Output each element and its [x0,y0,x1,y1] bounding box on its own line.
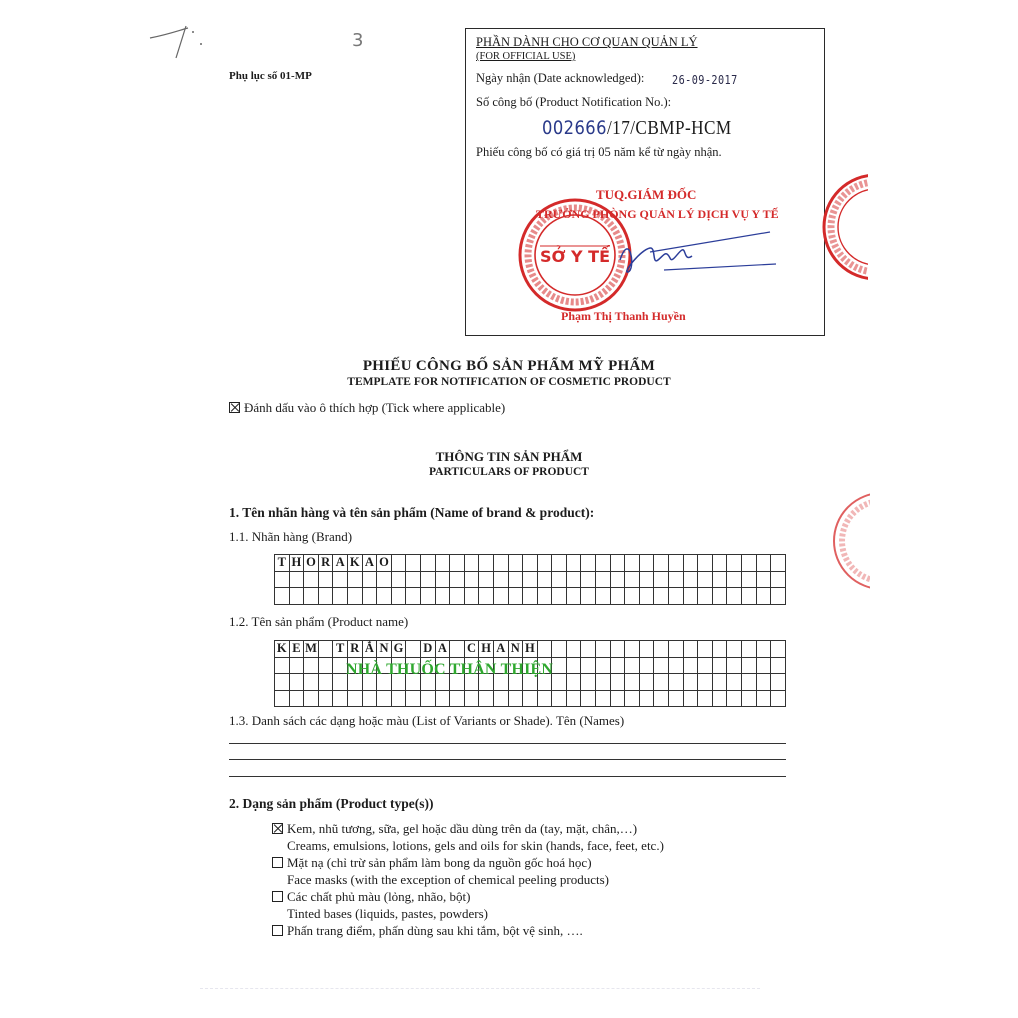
brand-grid-cell [377,588,392,605]
stamp-text: SỞ Y TẾ [539,247,611,266]
product-grid-cell [610,641,625,658]
brand-grid-cell [639,555,654,572]
product-grid-cell [639,657,654,674]
product-grid-row [275,690,786,707]
notification-number-value [542,117,732,140]
product-grid-cell [771,641,786,658]
product-grid-cell [275,674,290,691]
product-grid-cell: T [333,641,348,658]
product-grid-cell [552,690,567,707]
product-grid-cell [742,641,757,658]
brand-grid-cell [537,555,552,572]
brand-grid-cell: R [318,555,333,572]
brand-grid-cell [625,555,640,572]
product-type-vn: Mặt nạ (chỉ trừ sản phẩm làm bong da nguồn gốc hoá học) [287,855,592,870]
product-type-en: Face masks (with the exception of chemical peeling products) [287,872,610,887]
product-type-option[interactable] [272,888,664,905]
notification-number-suffix: /17/CBMP-HCM [606,117,732,139]
brand-grid-cell [552,571,567,588]
brand-grid-cell [654,588,669,605]
product-grid-cell: Ắ [362,641,377,658]
brand-grid-cell [698,588,713,605]
document-title-en: TEMPLATE FOR NOTIFICATION OF COSMETIC PRODUCT [347,376,671,388]
product-grid-cell [406,690,421,707]
product-grid-cell [552,657,567,674]
section1-heading: 1. Tên nhãn hàng và tên sản phẩm (Name of brand & product): [229,505,595,520]
product-grid-cell [435,690,450,707]
brand-grid-cell [639,588,654,605]
product-grid-cell [552,641,567,658]
product-grid-cell [756,657,771,674]
product-grid-cell [683,641,698,658]
brand-grid-cell [464,571,479,588]
product-grid-cell [654,674,669,691]
brand-grid-cell [698,571,713,588]
product-grid-cell [712,641,727,658]
product-grid-cell [581,690,596,707]
product-grid-cell [596,674,611,691]
product-grid-cell [610,657,625,674]
document-title [0,358,1018,388]
brand-grid-cell [566,555,581,572]
brand-grid-cell [581,588,596,605]
brand-grid-cell [596,555,611,572]
brand-grid-cell [669,571,684,588]
brand-grid-cell [318,571,333,588]
brand-grid-cell [771,588,786,605]
brand-grid-cell [420,555,435,572]
product-grid-cell [450,641,465,658]
brand-grid-cell [727,555,742,572]
product-grid-cell [771,674,786,691]
product-type-list [272,820,664,939]
product-grid-cell [727,674,742,691]
product-grid-cell [712,690,727,707]
brand-grid-cell [683,588,698,605]
brand-grid-cell [712,588,727,605]
brand-grid-cell [508,571,523,588]
product-grid-cell [304,657,319,674]
product-grid-cell [596,690,611,707]
product-grid-cell [275,690,290,707]
brand-grid-cell [610,555,625,572]
brand-grid-cell [464,588,479,605]
brand-grid-cell [347,571,362,588]
brand-grid-cell [523,555,538,572]
date-acknowledged-label: Ngày nhận (Date acknowledged): [476,71,645,85]
product-grid-cell [304,674,319,691]
product-grid-cell [727,657,742,674]
brand-grid-cell [698,555,713,572]
product-grid-cell [508,690,523,707]
brand-grid-cell [275,571,290,588]
watermark-text: NHÀ THUỐC THÂN THIỆN [346,661,554,678]
brand-grid-cell [347,588,362,605]
brand-grid-cell: O [304,555,319,572]
product-grid-cell [669,657,684,674]
brand-grid-cell [523,588,538,605]
product-grid-cell [566,641,581,658]
brand-grid-cell [756,571,771,588]
product-grid-cell [756,641,771,658]
brand-grid-cell [479,571,494,588]
particulars-heading-en: PARTICULARS OF PRODUCT [429,466,589,478]
brand-grid-cell [552,555,567,572]
variants-label: 1.3. Danh sách các dạng hoặc màu (List of Variants or Shade). Tên (Names) [229,713,625,728]
brand-label: 1.1. Nhãn hàng (Brand) [229,529,353,544]
brand-grid-row [275,555,786,572]
product-grid-cell [727,641,742,658]
brand-grid-cell [596,571,611,588]
product-grid-cell [493,690,508,707]
brand-grid-cell [479,555,494,572]
product-type-vn: Các chất phủ màu (lỏng, nhão, bột) [287,889,471,904]
product-grid-cell [742,657,757,674]
brand-grid-cell [450,555,465,572]
product-name-label: 1.2. Tên sản phẩm (Product name) [229,614,409,629]
product-grid-cell [362,690,377,707]
product-grid-cell [537,641,552,658]
product-grid-cell: H [479,641,494,658]
variants-line [229,776,786,777]
product-grid-cell [566,674,581,691]
brand-grid-cell [289,571,304,588]
product-grid-cell [377,690,392,707]
brand-grid-cell [435,555,450,572]
brand-grid-cell [654,571,669,588]
brand-grid-cell [275,588,290,605]
product-grid-cell [712,657,727,674]
brand-grid-cell [537,588,552,605]
brand-grid-cell [566,571,581,588]
brand-grid-cell [669,588,684,605]
product-grid-cell [523,690,538,707]
product-grid-cell [756,690,771,707]
product-type-en: Tinted bases (liquids, pastes, powders) [287,906,489,921]
product-grid-cell [639,674,654,691]
partial-stamp-right-lower [830,488,870,594]
product-grid-cell [756,674,771,691]
product-grid-row [275,641,786,658]
brand-grid-cell [610,571,625,588]
brand-grid-cell [581,571,596,588]
product-grid-cell [391,690,406,707]
checked-box-icon [229,402,240,413]
brand-grid-cell [464,555,479,572]
product-type-vn: Kem, nhũ tương, sữa, gel hoặc dầu dùng trên da (tay, mặt, chân,…) [287,821,638,836]
brand-grid-cell [508,588,523,605]
brand-grid-cell [596,588,611,605]
brand-grid-cell: T [275,555,290,572]
product-grid-cell [610,690,625,707]
product-grid-cell [596,641,611,658]
product-grid-cell [669,641,684,658]
brand-grid-cell [333,571,348,588]
brand-grid-cell [727,571,742,588]
document-title-vn: PHIẾU CÔNG BỐ SẢN PHẨM MỸ PHẨM [362,358,656,374]
brand-grid-cell [435,588,450,605]
product-grid-cell [333,690,348,707]
official-use-subtitle: (FOR OFFICIAL USE) [476,51,576,62]
particulars-heading-vn: THÔNG TIN SẢN PHẨM [435,449,583,464]
product-grid-cell [406,641,421,658]
product-grid-cell [289,690,304,707]
product-grid-cell [654,690,669,707]
brand-grid-cell [391,588,406,605]
brand-grid-cell [537,571,552,588]
checkbox-icon[interactable] [272,891,283,902]
product-grid-cell [610,674,625,691]
brand-grid-cell [625,588,640,605]
product-grid-cell: R [347,641,362,658]
brand-grid-cell [683,555,698,572]
on-behalf-title: TUQ.GIÁM ĐỐC [596,187,697,202]
brand-grid-cell [523,571,538,588]
brand-grid-cell [406,571,421,588]
product-grid-cell [683,690,698,707]
product-grid-cell [669,674,684,691]
product-grid-cell [727,690,742,707]
brand-grid-cell [610,588,625,605]
brand-grid-cell [742,555,757,572]
brand-grid-cell [420,588,435,605]
brand-grid-cell [333,588,348,605]
checked-box-icon[interactable] [272,823,283,834]
brand-grid-cell: O [377,555,392,572]
product-grid-cell [566,657,581,674]
product-grid-cell: E [289,641,304,658]
product-grid-cell [625,674,640,691]
product-grid-cell [596,657,611,674]
brand-grid-cell: A [333,555,348,572]
brand-grid-cell [420,571,435,588]
brand-grid-cell [493,571,508,588]
product-grid-cell [464,690,479,707]
handwritten-mark [140,10,380,60]
product-grid-cell [304,690,319,707]
product-grid-cell: D [420,641,435,658]
brand-grid-cell [566,588,581,605]
product-grid-cell: C [464,641,479,658]
product-type-option[interactable] [272,922,664,939]
brand-grid-cell: H [289,555,304,572]
brand-grid-cell [289,588,304,605]
product-grid-cell [318,674,333,691]
brand-grid-cell [552,588,567,605]
product-grid-cell [683,657,698,674]
product-grid-cell [639,641,654,658]
partial-stamp-right [818,168,868,286]
product-type-option[interactable] [272,820,664,837]
product-grid-cell [639,690,654,707]
product-grid-cell [552,674,567,691]
product-grid-cell [581,657,596,674]
product-grid-cell: A [493,641,508,658]
product-grid-cell [318,657,333,674]
brand-grid-cell [625,571,640,588]
product-type-vn: Phấn trang điểm, phấn dùng sau khi tắm, bột vệ sinh, …. [287,923,583,938]
product-grid-cell [625,657,640,674]
brand-grid-cell [479,588,494,605]
product-grid-cell [420,690,435,707]
brand-grid-cell [654,555,669,572]
notification-number-label: Số công bố (Product Notification No.): [476,95,672,109]
product-grid-cell [566,690,581,707]
brand-grid-cell [712,571,727,588]
product-grid-cell [581,641,596,658]
brand-grid-cell [727,588,742,605]
notification-number-digits: 002666 [542,117,607,139]
tick-note-text: Đánh dấu vào ô thích hợp (Tick where applicable) [244,400,506,415]
signer-name: Phạm Thị Thanh Huyền [561,309,686,323]
product-grid-cell [771,690,786,707]
product-grid-cell [318,690,333,707]
brand-grid-cell [581,555,596,572]
brand-grid-cell [377,571,392,588]
tick-note [229,400,505,416]
product-grid-cell [289,657,304,674]
particulars-heading [0,449,1018,478]
product-grid-cell [669,690,684,707]
product-grid-cell [742,690,757,707]
product-grid-cell [771,657,786,674]
product-grid-cell [698,641,713,658]
variants-line [229,759,786,760]
product-grid-cell [537,690,552,707]
brand-grid-cell [669,555,684,572]
brand-grid-cell [362,571,377,588]
product-grid-cell: N [377,641,392,658]
product-grid-cell [698,674,713,691]
product-grid-cell [712,674,727,691]
brand-grid-cell [508,555,523,572]
validity-note: Phiếu công bố có giá trị 05 năm kể từ ngày nhận. [476,145,722,159]
product-grid-cell [289,674,304,691]
section2-heading: 2. Dạng sản phẩm (Product type(s)) [229,796,434,811]
product-grid-cell [275,657,290,674]
brand-grid [274,554,786,605]
product-type-en: Creams, emulsions, lotions, gels and oils for skin (hands, face, feet, etc.) [287,838,664,853]
brand-grid-cell [756,588,771,605]
product-grid-cell [450,690,465,707]
product-grid-cell: M [305,641,317,656]
product-grid-cell [742,674,757,691]
brand-grid-cell [683,571,698,588]
page-mark: 3 [352,30,364,51]
product-grid-cell: K [275,641,290,658]
brand-grid-cell [450,571,465,588]
official-use-title: PHẦN DÀNH CHO CƠ QUAN QUẢN LÝ [476,35,698,49]
date-acknowledged-value: 26-09-2017 [672,73,738,87]
brand-grid-cell [318,588,333,605]
product-type-option[interactable] [272,854,664,871]
product-grid-cell [318,641,333,658]
product-grid-cell [625,641,640,658]
brand-grid-cell [493,555,508,572]
variants-line [229,743,786,744]
product-grid-cell [347,690,362,707]
appendix-label: Phụ lục số 01-MP [229,70,312,82]
brand-grid-cell [391,555,406,572]
brand-grid-cell [435,571,450,588]
brand-grid-cell: K [347,555,362,572]
product-grid-cell: N [508,641,523,658]
brand-grid-cell [493,588,508,605]
product-grid-cell [654,641,669,658]
product-grid-cell [698,657,713,674]
brand-grid-cell [712,555,727,572]
product-grid-cell: H [523,641,538,658]
brand-grid-cell [771,555,786,572]
product-grid-cell [581,674,596,691]
scan-artifact [200,988,760,989]
product-grid-cell [654,657,669,674]
brand-grid-cell [304,588,319,605]
product-grid-cell [625,690,640,707]
product-grid-cell: G [391,641,406,658]
brand-grid-cell [742,571,757,588]
product-grid-cell [683,674,698,691]
brand-grid-cell [406,555,421,572]
brand-grid-row [275,588,786,605]
product-grid-cell: A [435,641,450,658]
brand-grid-cell [391,571,406,588]
brand-grid-cell [406,588,421,605]
department-title: TRƯỞNG PHÒNG QUẢN LÝ DỊCH VỤ Y TẾ [536,207,779,221]
brand-grid-cell [742,588,757,605]
product-grid-cell [698,690,713,707]
brand-grid-cell [304,571,319,588]
signature [600,220,780,290]
product-grid-cell [479,690,494,707]
brand-grid-cell [450,588,465,605]
brand-grid-cell: A [362,555,377,572]
brand-grid-cell [639,571,654,588]
brand-grid-cell [362,588,377,605]
checkbox-icon[interactable] [272,857,283,868]
brand-grid-cell [771,571,786,588]
brand-grid-cell [756,555,771,572]
checkbox-icon[interactable] [272,925,283,936]
brand-grid-row [275,571,786,588]
